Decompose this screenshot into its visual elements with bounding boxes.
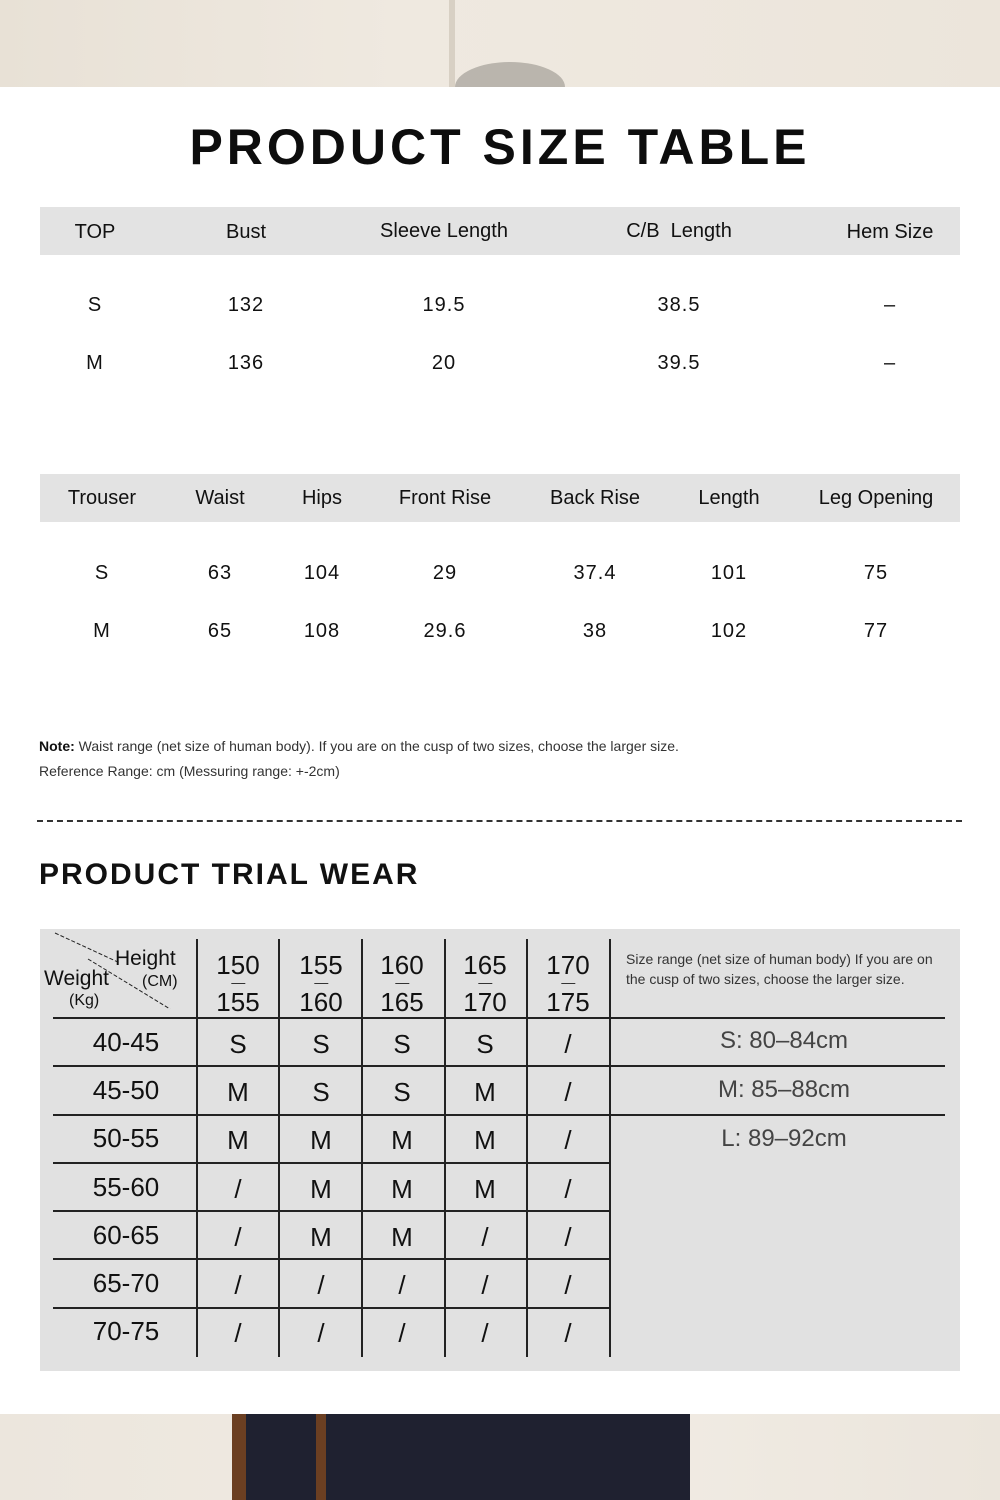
grid-line [53, 1307, 610, 1309]
recommended-size-cell: M [391, 1125, 413, 1155]
weight-range-label: 65-70 [92, 1268, 160, 1298]
table-cell: 20 [431, 352, 457, 374]
table-cell: 63 [207, 562, 233, 584]
size-range-note: Size range (net size of human body) If you are on the cusp of two sizes, choose the larger size. [626, 951, 933, 987]
recommended-size-cell: M [310, 1222, 332, 1252]
height-column-header [463, 947, 506, 1020]
recommended-size-cell: / [234, 1270, 242, 1300]
trouser-header-cell: Front Rise [398, 487, 492, 509]
bag-strap [316, 1414, 326, 1500]
recommended-size-cell: M [227, 1125, 249, 1155]
grid-line [53, 1114, 945, 1116]
recommended-size-cell: / [481, 1222, 489, 1252]
table-cell: – [883, 352, 897, 374]
recommended-size-cell: / [564, 1222, 572, 1252]
table-cell: 108 [303, 620, 341, 642]
trouser-header-cell: Length [698, 487, 760, 509]
grid-line [53, 1162, 610, 1164]
recommended-size-cell: / [317, 1318, 325, 1348]
recommended-size-cell: M [310, 1174, 332, 1204]
recommended-size-cell: / [564, 1125, 572, 1155]
height-range-end: 160 [299, 987, 343, 1017]
recommended-size-cell: / [234, 1222, 242, 1252]
table-cell: 39.5 [657, 352, 701, 374]
recommended-size-cell: M [474, 1125, 496, 1155]
table-cell: 75 [863, 562, 889, 584]
height-range-start: 170 [546, 950, 590, 980]
weight-range-label: 50-55 [92, 1123, 160, 1153]
table-cell: M [86, 352, 104, 374]
table-cell: 132 [227, 294, 265, 316]
size-note [39, 738, 679, 754]
table-cell: 104 [303, 562, 341, 584]
trouser-size-table [40, 474, 960, 674]
recommended-size-cell: S [229, 1029, 247, 1059]
recommended-size-cell: / [234, 1174, 242, 1204]
model-hair [455, 62, 565, 87]
grid-line [609, 939, 611, 1357]
table-cell: 37.4 [573, 562, 617, 584]
height-range-end: 165 [380, 987, 424, 1017]
height-range-end: 155 [216, 987, 260, 1017]
note-label: Note: [39, 738, 75, 754]
corner-height-label: Height [115, 947, 176, 970]
top-header-cell: TOP [74, 221, 116, 243]
grid-line [526, 939, 528, 1357]
height-column-header [299, 947, 342, 1020]
height-range-start: 150 [216, 950, 260, 980]
table-cell: S [87, 294, 103, 316]
weight-range-label: 60-65 [92, 1220, 160, 1250]
weight-range-label: 70-75 [92, 1316, 160, 1346]
page-title: PRODUCT SIZE TABLE [189, 119, 811, 175]
trouser-header-cell: Hips [301, 487, 343, 509]
table-cell: 102 [710, 620, 748, 642]
recommended-size-cell: / [398, 1318, 406, 1348]
trouser-header-cell: Leg Opening [818, 487, 934, 509]
recommended-size-cell: / [234, 1318, 242, 1348]
top-photo-strip [0, 0, 1000, 87]
height-column-header [216, 947, 259, 1020]
top-size-table [40, 207, 960, 407]
recommended-size-cell: / [564, 1077, 572, 1107]
top-header-cell: C/B Length [626, 220, 732, 242]
height-range-start: 165 [463, 950, 507, 980]
recommended-size-cell: M [391, 1174, 413, 1204]
table-cell: 77 [863, 620, 889, 642]
table-cell: 29 [432, 562, 458, 584]
recommended-size-cell: / [317, 1270, 325, 1300]
recommended-size-cell: / [564, 1029, 572, 1059]
grid-line [53, 1210, 610, 1212]
trial-wear-heading: PRODUCT TRIAL WEAR [39, 858, 420, 891]
grid-line [53, 1065, 945, 1067]
table-cell: S [94, 562, 110, 584]
grid-line [361, 939, 363, 1357]
weight-range-label: 45-50 [92, 1075, 160, 1105]
table-cell: M [93, 620, 111, 642]
recommended-size-cell: / [398, 1270, 406, 1300]
recommended-size-cell: / [564, 1174, 572, 1204]
trial-wear-table [40, 929, 960, 1371]
bag-strap [232, 1414, 246, 1500]
reference-range-note: Reference Range: cm (Messuring range: +-2cm) [39, 763, 340, 779]
recommended-size-cell: M [474, 1077, 496, 1107]
size-range-s: S: 80–84cm [719, 1027, 849, 1054]
model-trousers [238, 1414, 690, 1500]
table-cell: 38 [582, 620, 608, 642]
height-range-start: 160 [380, 950, 424, 980]
recommended-size-cell: S [312, 1077, 330, 1107]
table-cell: 101 [710, 562, 748, 584]
recommended-size-cell: / [481, 1270, 489, 1300]
wall-edge [449, 0, 455, 87]
section-divider [37, 820, 962, 822]
trouser-header-cell: Trouser [67, 487, 137, 509]
recommended-size-cell: M [227, 1077, 249, 1107]
recommended-size-cell: / [481, 1318, 489, 1348]
table-cell: 65 [207, 620, 233, 642]
table-cell: 19.5 [422, 294, 466, 316]
recommended-size-cell: / [564, 1270, 572, 1300]
grid-line [444, 939, 446, 1357]
bottom-photo-strip [0, 1414, 1000, 1500]
top-header-cell: Hem Size [846, 221, 934, 243]
recommended-size-cell: S [393, 1077, 411, 1107]
recommended-size-cell: / [564, 1318, 572, 1348]
weight-range-label: 55-60 [92, 1172, 160, 1202]
weight-range-label: 40-45 [92, 1027, 160, 1057]
grid-line [196, 939, 198, 1357]
corner-cm-label: (CM) [142, 973, 178, 990]
size-range-m: M: 85–88cm [717, 1076, 851, 1103]
trouser-header-cell: Waist [195, 487, 245, 509]
height-range-end: 170 [463, 987, 507, 1017]
top-table-header [40, 207, 960, 255]
grid-line [53, 1258, 610, 1260]
trouser-table-header [40, 474, 960, 522]
corner-kg-label: (Kg) [69, 992, 100, 1009]
trouser-header-cell: Back Rise [549, 487, 641, 509]
table-cell: 136 [227, 352, 265, 374]
recommended-size-cell: S [393, 1029, 411, 1059]
top-header-cell: Sleeve Length [380, 220, 508, 242]
grid-line [278, 939, 280, 1357]
table-cell: – [883, 294, 897, 316]
recommended-size-cell: M [391, 1222, 413, 1252]
recommended-size-cell: M [310, 1125, 332, 1155]
corner-weight-label: Weight [44, 967, 109, 990]
note-text: Waist range (net size of human body). If you are on the cusp of two sizes, choose the larger size. [74, 738, 679, 754]
height-column-header [546, 947, 589, 1020]
table-cell: 29.6 [423, 620, 467, 642]
table-cell: 38.5 [657, 294, 701, 316]
height-column-header [380, 947, 423, 1020]
height-range-start: 155 [299, 950, 343, 980]
recommended-size-cell: S [476, 1029, 494, 1059]
height-range-end: 175 [546, 987, 590, 1017]
recommended-size-cell: S [312, 1029, 330, 1059]
recommended-size-cell: M [474, 1174, 496, 1204]
size-range-l: L: 89–92cm [721, 1125, 847, 1152]
top-header-cell: Bust [225, 221, 267, 243]
